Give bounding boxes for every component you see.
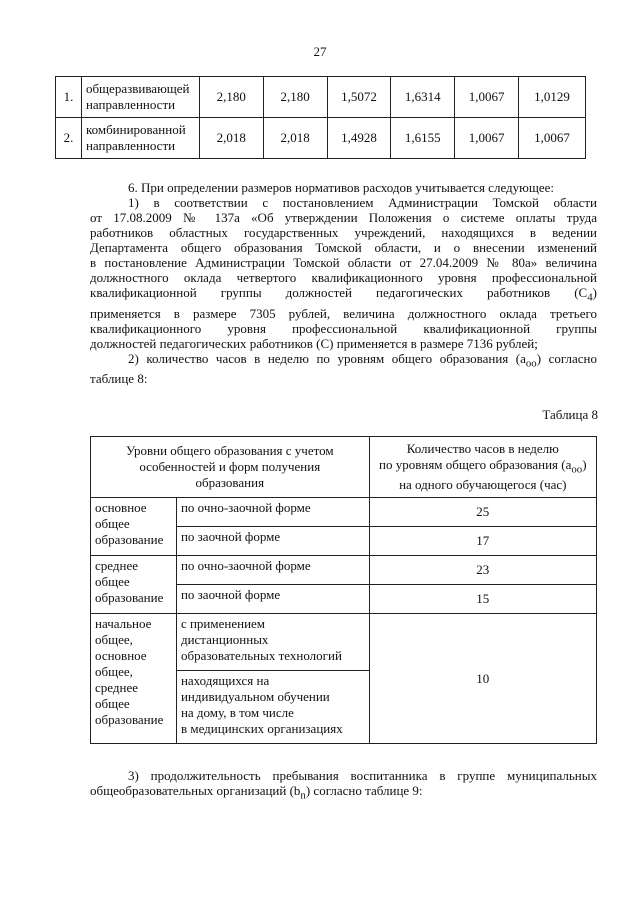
subscript: оо [571,463,583,476]
text-span: 2) количество часов в неделю по уровням общего образования (a [128,350,526,366]
text-line: 6. При определении размеров нормативов расходов учитывается следующее: [128,180,555,195]
form-cell: по очно-заочной форме [176,498,369,527]
table-row [56,77,586,118]
row-name-line: направленности [85,138,176,153]
hours-cell: 23 [369,556,596,585]
hours-cell: 25 [369,498,596,527]
header-hours [369,437,596,498]
text-span: ) согласно [536,350,597,366]
table-cell: 2,180 [263,77,327,118]
form-line: на дому, в том числе [180,705,294,720]
table-cell: 1,0067 [519,118,586,159]
row-name-line: общеразвивающей [85,81,190,96]
text-line: квалификационного уровня профессиональной квалификационной группы [90,320,597,336]
header-line: на одного обучающегося (час) [399,477,567,493]
text-span: квалификационной группы должностей педагогических работников (С [90,285,588,300]
level-line: основное [95,500,147,515]
text-line [90,783,597,804]
hours-cell: 17 [369,527,596,556]
text-line: применяется в размере 7305 рублей, величина должностного оклада третьего [90,305,597,321]
text-line: от 17.08.2009 № 137а «Об утверждении Положения о системе оплаты труда [90,210,597,225]
text-line: работников областных государственных учреждений, находящихся в ведении [90,225,597,240]
text-span: ) [592,285,597,300]
level-line: общее, [95,632,133,647]
form-line: в медицинских организациях [180,721,343,736]
row-name-line: комбинированной [85,122,186,137]
level-cell [91,498,177,556]
text-line: Департамента общего образования Томской области, и о внесении изменений [90,240,597,255]
form-line: находящихся на [180,673,270,688]
table-cell: 1,6314 [391,77,455,118]
level-line: образование [95,712,164,727]
table-row [91,556,597,585]
level-line: среднее [95,558,138,573]
row-name [81,77,199,118]
text-line: в постановление Администрации Томской области от 27.04.2009 № 80а» величина [90,255,597,270]
subscript: 4 [587,291,593,304]
table-cell: 1,5072 [327,77,391,118]
form-cell [176,614,369,671]
page-number: 27 [313,44,327,59]
header-line: образования [195,475,265,490]
form-cell [176,671,369,744]
level-cell [91,614,177,744]
level-line: образование [95,590,164,605]
text-span: ) [582,456,587,472]
header-line [374,457,592,478]
table-cell: 2,180 [199,77,263,118]
level-line: образование [95,532,164,547]
text-line: 3) продолжительность пребывания воспитанника в группе муниципальных [128,768,597,783]
row-name [81,118,199,159]
row-name-line: направленности [85,97,176,112]
text-span: общеобразовательных организаций (b [90,783,301,798]
text-line: должностного оклада четвертого квалификационного уровня профессиональной [90,270,597,285]
table-row [91,614,597,671]
level-line: общее [95,696,130,711]
top-table [55,76,586,159]
subscript: n [300,789,306,802]
form-cell: по заочной форме [176,585,369,614]
header-line: особенностей и форм получения [139,459,321,474]
table-header-row [91,437,597,498]
table-row [56,118,586,159]
level-line: среднее [95,680,138,695]
text-line: 1) в соответствии с постановлением Администрации Томской области [128,195,597,210]
hours-cell: 10 [369,614,596,744]
level-line: общее [95,516,130,531]
paragraph-3 [90,768,597,804]
table-cell: 1,0067 [455,77,519,118]
table-cell: 1,0067 [455,118,519,159]
form-cell: по очно-заочной форме [176,556,369,585]
text-line: таблице 8: [90,371,148,387]
form-line: индивидуальном обучении [180,689,330,704]
text-line [90,351,597,372]
text-span: по уровням общего образования (a [379,456,572,472]
table-cell: 1,4928 [327,118,391,159]
table-cell: 2,018 [263,118,327,159]
level-line: основное [95,648,147,663]
form-line: образовательных технологий [180,648,342,663]
table-cell: 1,0129 [519,77,586,118]
subscript: оо [525,357,537,370]
table-8 [90,436,597,744]
level-line: общее [95,574,130,589]
header-line: Уровни общего образования с учетом [125,443,334,458]
level-line: начальное [95,616,152,631]
row-number: 2. [56,118,82,159]
hours-cell: 15 [369,585,596,614]
table-cell: 1,6155 [391,118,455,159]
level-cell [91,556,177,614]
text-line [90,285,597,306]
header-line: Количество часов в неделю [406,440,559,456]
text-span: ) согласно таблице 9: [305,783,423,798]
table-label: Таблица 8 [542,407,598,422]
row-number: 1. [56,77,82,118]
table-row [91,498,597,527]
form-cell: по заочной форме [176,527,369,556]
paragraph-6 [90,180,597,386]
header-levels [91,437,370,498]
form-line: с применением [180,616,266,631]
form-line: дистанционных [180,632,269,647]
text-line: должностей педагогических работников (С) применяется в размере 7136 рублей; [90,335,538,351]
table-cell: 2,018 [199,118,263,159]
level-line: общее, [95,664,133,679]
